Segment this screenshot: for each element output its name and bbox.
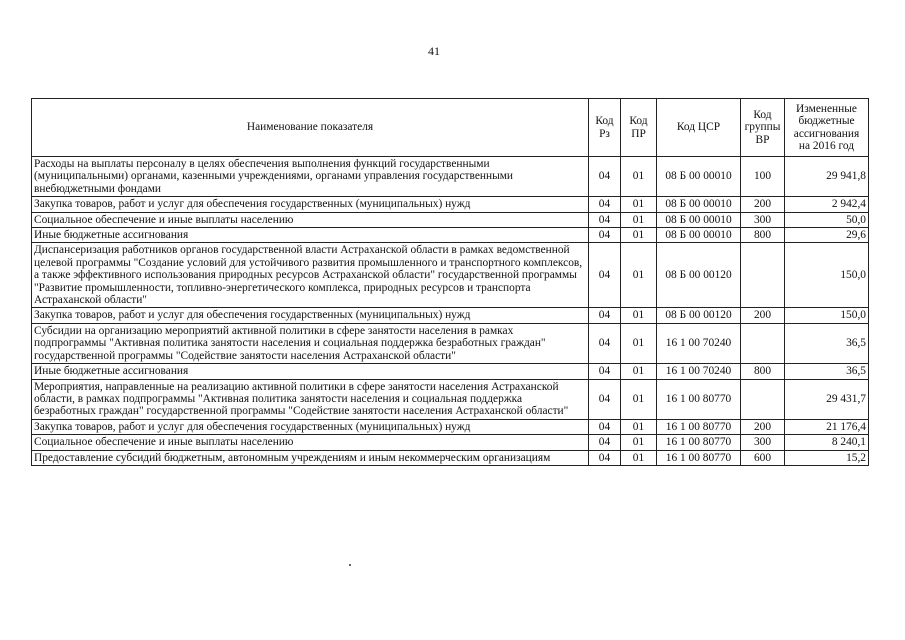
- cell-csr: 16 1 00 80770: [657, 435, 741, 450]
- cell-vr: 200: [741, 419, 785, 434]
- budget-table: [31, 98, 869, 466]
- table-row: [32, 364, 869, 379]
- cell-csr: 16 1 00 80770: [657, 450, 741, 465]
- cell-rz: 04: [589, 323, 621, 363]
- cell-vr: 300: [741, 435, 785, 450]
- table-row: [32, 450, 869, 465]
- table-row: [32, 197, 869, 212]
- cell-vr: [741, 243, 785, 308]
- cell-amount: 150,0: [785, 308, 869, 323]
- header-name: Наименование показателя: [32, 99, 589, 157]
- cell-rz: 04: [589, 364, 621, 379]
- cell-csr: 08 Б 00 00010: [657, 228, 741, 243]
- cell-csr: 08 Б 00 00010: [657, 197, 741, 212]
- table-row: [32, 323, 869, 363]
- table-row: [32, 212, 869, 227]
- cell-pr: 01: [621, 197, 657, 212]
- header-rz: Код Рз: [589, 99, 621, 157]
- cell-csr: 16 1 00 80770: [657, 379, 741, 419]
- cell-amount: 8 240,1: [785, 435, 869, 450]
- cell-pr: 01: [621, 450, 657, 465]
- cell-pr: 01: [621, 228, 657, 243]
- cell-rz: 04: [589, 435, 621, 450]
- cell-csr: 16 1 00 70240: [657, 323, 741, 363]
- cell-name: Расходы на выплаты персоналу в целях обеспечения выполнения функций государственными (муниципальными) органами, казенными учреждениями, органами управления государственными внебюджетными фондами: [32, 157, 589, 197]
- cell-name: Иные бюджетные ассигнования: [32, 364, 589, 379]
- cell-name: Закупка товаров, работ и услуг для обеспечения государственных (муниципальных) нужд: [32, 419, 589, 434]
- cell-amount: 29 941,8: [785, 157, 869, 197]
- cell-pr: 01: [621, 157, 657, 197]
- table-row: [32, 435, 869, 450]
- table-row: [32, 379, 869, 419]
- cell-pr: 01: [621, 212, 657, 227]
- cell-vr: 800: [741, 364, 785, 379]
- cell-amount: 15,2: [785, 450, 869, 465]
- cell-csr: 08 Б 00 00120: [657, 308, 741, 323]
- cell-amount: 29,6: [785, 228, 869, 243]
- cell-amount: 2 942,4: [785, 197, 869, 212]
- header-csr: Код ЦСР: [657, 99, 741, 157]
- cell-name: Диспансеризация работников органов государственной власти Астраханской области в рамках ведомственной целевой программы "Создание условий для устойчивого развития промышленного и транспортного комплексов, а также эффективного использования природных ресурсов Астраханской области" государственной программы "Развитие промышленности, топливно-энергетического комплекса, природных ресурсов и транспорта Астраханской области": [32, 243, 589, 308]
- cell-name: Субсидии на организацию мероприятий активной политики в сфере занятости населения в рамках подпрограммы "Активная политика занятости населения и социальная поддержка безработных граждан" государственной программы "Содействие занятости населения Астраханской области": [32, 323, 589, 363]
- cell-csr: 08 Б 00 00010: [657, 157, 741, 197]
- header-pr: Код ПР: [621, 99, 657, 157]
- cell-rz: 04: [589, 157, 621, 197]
- cell-rz: 04: [589, 212, 621, 227]
- cell-amount: 150,0: [785, 243, 869, 308]
- cell-vr: 200: [741, 308, 785, 323]
- table-row: [32, 308, 869, 323]
- header-vr: Код группы ВР: [741, 99, 785, 157]
- cell-name: Социальное обеспечение и иные выплаты населению: [32, 212, 589, 227]
- cell-csr: 16 1 00 70240: [657, 364, 741, 379]
- cell-rz: 04: [589, 450, 621, 465]
- cell-name: Иные бюджетные ассигнования: [32, 228, 589, 243]
- cell-vr: 800: [741, 228, 785, 243]
- cell-amount: 50,0: [785, 212, 869, 227]
- cell-pr: 01: [621, 243, 657, 308]
- table-row: [32, 419, 869, 434]
- cell-amount: 21 176,4: [785, 419, 869, 434]
- cell-rz: 04: [589, 419, 621, 434]
- cell-name: Закупка товаров, работ и услуг для обеспечения государственных (муниципальных) нужд: [32, 197, 589, 212]
- cell-name: Закупка товаров, работ и услуг для обеспечения государственных (муниципальных) нужд: [32, 308, 589, 323]
- cell-pr: 01: [621, 364, 657, 379]
- cell-rz: 04: [589, 308, 621, 323]
- cell-csr: 16 1 00 80770: [657, 419, 741, 434]
- cell-amount: 36,5: [785, 323, 869, 363]
- cell-csr: 08 Б 00 00120: [657, 243, 741, 308]
- cell-pr: 01: [621, 419, 657, 434]
- cell-vr: 200: [741, 197, 785, 212]
- cell-vr: 600: [741, 450, 785, 465]
- table-row: [32, 228, 869, 243]
- page-number: 41: [428, 44, 440, 58]
- cell-pr: 01: [621, 323, 657, 363]
- cell-pr: 01: [621, 308, 657, 323]
- cell-name: Предоставление субсидий бюджетным, автономным учреждениям и иным некоммерческим организациям: [32, 450, 589, 465]
- cell-pr: 01: [621, 379, 657, 419]
- table-row: [32, 157, 869, 197]
- scan-speck: [349, 564, 351, 566]
- cell-pr: 01: [621, 435, 657, 450]
- cell-rz: 04: [589, 197, 621, 212]
- cell-vr: 100: [741, 157, 785, 197]
- table-header-row: [32, 99, 869, 157]
- cell-amount: 36,5: [785, 364, 869, 379]
- cell-rz: 04: [589, 228, 621, 243]
- cell-vr: 300: [741, 212, 785, 227]
- cell-name: Социальное обеспечение и иные выплаты населению: [32, 435, 589, 450]
- table-row: [32, 243, 869, 308]
- header-amount: Измененные бюджетные ассигнования на 2016 год: [785, 99, 869, 157]
- cell-name: Мероприятия, направленные на реализацию активной политики в сфере занятости населения Астраханской области, в рамках подпрограммы "Активная политика занятости населения и социальная поддержка безработных граждан" государственной программы "Содействие занятости населения Астраханской области": [32, 379, 589, 419]
- cell-vr: [741, 379, 785, 419]
- cell-csr: 08 Б 00 00010: [657, 212, 741, 227]
- cell-rz: 04: [589, 379, 621, 419]
- cell-rz: 04: [589, 243, 621, 308]
- cell-amount: 29 431,7: [785, 379, 869, 419]
- cell-vr: [741, 323, 785, 363]
